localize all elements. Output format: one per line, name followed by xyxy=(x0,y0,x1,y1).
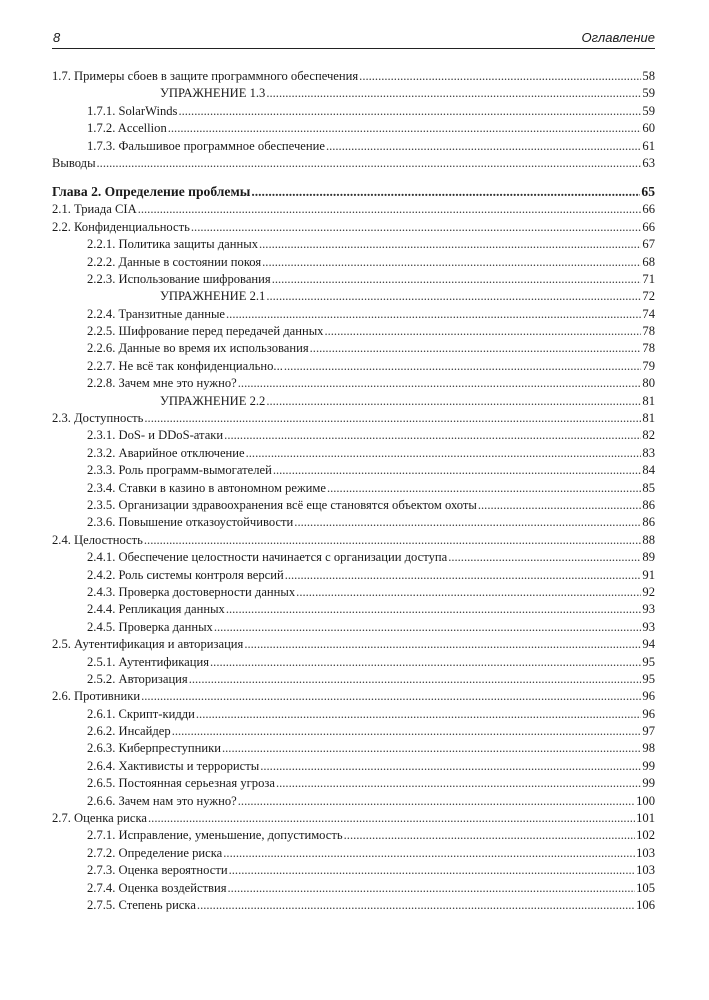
toc-entry-label: 2.6.2. Инсайдер xyxy=(87,724,171,739)
toc-entry-page: 103 xyxy=(636,863,655,878)
toc-entry-page: 100 xyxy=(636,793,655,808)
toc-entry-page: 61 xyxy=(642,138,655,153)
toc-entry-label: 2.3. Доступность xyxy=(52,411,144,426)
toc-leader-dots xyxy=(238,375,642,392)
toc-entry-label: 2.7.2. Определение риска xyxy=(87,845,223,860)
toc-entry-page: 67 xyxy=(642,237,655,252)
toc-entry-page: 96 xyxy=(642,689,655,704)
toc-entry-page: 81 xyxy=(642,393,655,408)
toc-entry-page: 80 xyxy=(642,376,655,391)
toc-entry-label: 2.4. Целостность xyxy=(52,532,143,547)
toc-entry[interactable] xyxy=(52,103,655,120)
toc-entry-label: 2.3.1. DoS- и DDoS-атаки xyxy=(87,428,224,443)
toc-leader-dots xyxy=(310,340,642,357)
toc-entry[interactable] xyxy=(52,306,655,323)
toc-entry-label: 1.7. Примеры сбоев в защите программного обеспечения xyxy=(52,69,359,83)
toc-leader-dots xyxy=(178,103,641,120)
toc-entry[interactable] xyxy=(52,514,655,531)
toc-entry[interactable] xyxy=(52,567,655,584)
toc-entry[interactable] xyxy=(52,480,655,497)
table-of-contents xyxy=(52,68,655,914)
toc-leader-dots xyxy=(189,671,642,688)
toc-entry-page: 101 xyxy=(636,811,655,826)
toc-entry-label: 2.2.6. Данные во время их использования xyxy=(87,341,309,356)
toc-entry[interactable] xyxy=(52,138,655,155)
toc-entry[interactable] xyxy=(52,880,655,897)
toc-entry[interactable] xyxy=(52,462,655,479)
toc-entry[interactable] xyxy=(52,445,655,462)
toc-entry[interactable] xyxy=(52,155,655,172)
page-number: 8 xyxy=(53,30,61,45)
toc-entry-label: 2.2.8. Зачем мне это нужно? xyxy=(87,376,237,391)
toc-leader-dots xyxy=(284,358,642,375)
toc-entry-page: 79 xyxy=(642,358,655,373)
toc-entry-label: 2.7.3. Оценка вероятности xyxy=(87,863,228,878)
toc-leader-dots xyxy=(272,271,642,288)
toc-entry[interactable] xyxy=(52,706,655,723)
toc-entry-page: 91 xyxy=(642,567,655,582)
toc-entry[interactable] xyxy=(52,897,655,914)
toc-entry-label: 2.6. Противники xyxy=(52,689,141,704)
toc-entry-label: 2.5. Аутентификация и авторизация xyxy=(52,637,244,652)
toc-entry-page: 94 xyxy=(642,637,655,652)
toc-entry-label: 2.3.3. Роль программ-вымогателей xyxy=(87,463,272,478)
toc-leader-dots xyxy=(223,845,635,862)
toc-entry[interactable] xyxy=(52,845,655,862)
toc-entry-label: 2.2. Конфиденциальность xyxy=(52,219,190,234)
toc-entry[interactable] xyxy=(52,758,655,775)
toc-entry-label: 2.6.4. Хактивисты и террористы xyxy=(87,758,260,773)
toc-entry[interactable] xyxy=(52,549,655,566)
toc-entry-label: 2.7.5. Степень риска xyxy=(87,897,196,912)
toc-entry[interactable] xyxy=(52,323,655,340)
toc-entry[interactable] xyxy=(52,497,655,514)
toc-entry-page: 81 xyxy=(642,411,655,426)
toc-leader-dots xyxy=(196,706,642,723)
toc-entry-label: 1.7.3. Фальшивое программное обеспечение xyxy=(87,138,325,153)
toc-leader-dots xyxy=(224,427,641,444)
toc-entry-page: 95 xyxy=(642,671,655,686)
toc-leader-dots xyxy=(244,636,641,653)
toc-entry-label: 2.3.6. Повышение отказоустойчивости xyxy=(87,515,294,530)
toc-leader-dots xyxy=(276,775,641,792)
toc-entry-page: 59 xyxy=(642,103,655,118)
toc-entry[interactable] xyxy=(52,254,655,271)
toc-entry-page: 92 xyxy=(642,584,655,599)
toc-entry-label: Выводы xyxy=(52,155,96,170)
toc-leader-dots xyxy=(210,654,641,671)
toc-leader-dots xyxy=(294,514,641,531)
toc-entry-label: 1.7.2. Accellion xyxy=(87,121,167,136)
toc-entry-page: 59 xyxy=(642,86,655,101)
toc-entry[interactable] xyxy=(52,375,655,392)
toc-entry[interactable] xyxy=(52,688,655,705)
toc-entry-page: 78 xyxy=(642,341,655,356)
toc-entry-label: 2.2.1. Политика защиты данных xyxy=(87,237,258,252)
toc-entry[interactable] xyxy=(52,68,655,85)
toc-entry[interactable] xyxy=(52,236,655,253)
toc-leader-dots xyxy=(259,236,641,253)
toc-entry-page: 58 xyxy=(642,69,655,83)
toc-leader-dots xyxy=(144,532,642,549)
toc-leader-dots xyxy=(168,120,642,137)
toc-entry-label: 2.2.7. Не всё так конфиденциально... xyxy=(87,358,283,373)
toc-entry-page: 82 xyxy=(642,428,655,443)
toc-entry[interactable] xyxy=(52,120,655,137)
toc-entry-page: 89 xyxy=(642,550,655,565)
toc-entry-page: 105 xyxy=(636,880,655,895)
toc-leader-dots xyxy=(229,862,635,879)
toc-entry-label: 2.4.2. Роль системы контроля версий xyxy=(87,567,284,582)
toc-entry-label: 2.2.2. Данные в состоянии покоя xyxy=(87,254,262,269)
toc-exercise-entry[interactable] xyxy=(52,288,655,305)
toc-entry-page: 88 xyxy=(642,532,655,547)
toc-leader-dots xyxy=(246,445,642,462)
toc-entry-page: 95 xyxy=(642,654,655,669)
header-title: Оглавление xyxy=(581,30,655,45)
toc-leader-dots xyxy=(260,758,641,775)
toc-entry[interactable] xyxy=(52,340,655,357)
toc-entry[interactable] xyxy=(52,532,655,549)
toc-entry-label: 2.5.2. Авторизация xyxy=(87,671,188,686)
toc-entry-page: 68 xyxy=(642,254,655,269)
toc-entry-label: 2.4.1. Обеспечение целостности начинается с организации доступа xyxy=(87,550,448,565)
toc-entry-page: 93 xyxy=(642,619,655,634)
toc-entry-label: 1.7.1. SolarWinds xyxy=(87,103,178,118)
toc-leader-dots xyxy=(266,393,641,410)
toc-entry-page: 93 xyxy=(642,602,655,617)
toc-entry[interactable] xyxy=(52,862,655,879)
toc-entry-page: 71 xyxy=(642,271,655,286)
toc-entry-page: 83 xyxy=(642,445,655,460)
toc-leader-dots xyxy=(141,688,641,705)
toc-exercise-entry[interactable] xyxy=(52,393,655,410)
toc-entry[interactable] xyxy=(52,810,655,827)
toc-entry-page: 86 xyxy=(642,515,655,530)
toc-entry-label: 2.3.2. Аварийное отключение xyxy=(87,445,245,460)
running-header xyxy=(52,28,655,49)
toc-leader-dots xyxy=(222,740,641,757)
toc-entry-label: 2.6.5. Постоянная серьезная угроза xyxy=(87,776,275,791)
toc-entry-label: УПРАЖНЕНИЕ 2.2 xyxy=(160,393,266,408)
toc-leader-dots xyxy=(266,85,641,102)
toc-leader-dots xyxy=(344,827,635,844)
toc-entry-page: 66 xyxy=(642,219,655,234)
toc-entry-page: 84 xyxy=(642,463,655,478)
toc-entry-page: 63 xyxy=(642,155,655,170)
toc-entry-label: 2.3.4. Ставки в казино в автономном режиме xyxy=(87,480,326,495)
toc-entry-label: 2.2.3. Использование шифрования xyxy=(87,271,271,286)
toc-leader-dots xyxy=(226,601,642,618)
toc-entry[interactable] xyxy=(52,827,655,844)
toc-entry[interactable] xyxy=(52,201,655,218)
toc-leader-dots xyxy=(324,323,641,340)
toc-entry-page: 74 xyxy=(642,306,655,321)
toc-entry[interactable] xyxy=(52,271,655,288)
toc-leader-dots xyxy=(478,497,642,514)
toc-leader-dots xyxy=(228,880,636,897)
toc-entry-page: 102 xyxy=(636,828,655,843)
toc-entry-label: 2.4.5. Проверка данных xyxy=(87,619,213,634)
toc-entry[interactable] xyxy=(52,636,655,653)
toc-entry-label: 2.1. Триада CIA xyxy=(52,202,137,217)
toc-entry-label: 2.7. Оценка риска xyxy=(52,811,148,826)
toc-leader-dots xyxy=(226,306,641,323)
toc-entry-page: 86 xyxy=(642,497,655,512)
toc-leader-dots xyxy=(326,138,641,155)
toc-entry[interactable] xyxy=(52,619,655,636)
toc-entry[interactable] xyxy=(52,427,655,444)
toc-entry[interactable] xyxy=(52,601,655,618)
toc-entry[interactable] xyxy=(52,654,655,671)
toc-entry-label: 2.3.5. Организации здравоохранения всё еще становятся объектом охоты xyxy=(87,497,477,512)
toc-entry-label: 2.6.3. Киберпреступники xyxy=(87,741,221,756)
toc-entry-label: УПРАЖНЕНИЕ 2.1 xyxy=(160,289,266,304)
toc-entry-label: 2.5.1. Аутентификация xyxy=(87,654,210,669)
toc-entry-page: 65 xyxy=(641,184,655,200)
toc-entry[interactable] xyxy=(52,584,655,601)
toc-entry-page: 97 xyxy=(642,724,655,739)
toc-entry-page: 99 xyxy=(642,776,655,791)
toc-entry[interactable] xyxy=(52,358,655,375)
toc-entry-label: 2.4.3. Проверка достоверности данных xyxy=(87,584,296,599)
toc-leader-dots xyxy=(144,410,641,427)
toc-entry-label: 2.2.5. Шифрование перед передачей данных xyxy=(87,324,324,339)
toc-leader-dots xyxy=(359,68,641,85)
toc-entry[interactable] xyxy=(52,671,655,688)
toc-leader-dots xyxy=(172,723,642,740)
toc-leader-dots xyxy=(148,810,635,827)
toc-entry-label: 2.7.1. Исправление, уменьшение, допустимость xyxy=(87,828,343,843)
toc-entry[interactable] xyxy=(52,775,655,792)
toc-entry-label: 2.6.6. Зачем нам это нужно? xyxy=(87,793,237,808)
toc-entry-page: 106 xyxy=(636,897,655,912)
toc-entry-label: Глава 2. Определение проблемы xyxy=(52,184,251,200)
toc-exercise-entry[interactable] xyxy=(52,85,655,102)
toc-leader-dots xyxy=(214,619,642,636)
toc-leader-dots xyxy=(262,254,641,271)
toc-entry-label: УПРАЖНЕНИЕ 1.3 xyxy=(160,86,266,101)
toc-leader-dots xyxy=(238,793,635,810)
toc-entry-page: 103 xyxy=(636,845,655,860)
toc-leader-dots xyxy=(285,567,642,584)
toc-entry-page: 66 xyxy=(642,202,655,217)
toc-leader-dots xyxy=(273,462,642,479)
toc-leader-dots xyxy=(296,584,641,601)
toc-entry-page: 96 xyxy=(642,706,655,721)
toc-entry[interactable] xyxy=(52,723,655,740)
toc-entry-label: 2.2.4. Транзитные данные xyxy=(87,306,226,321)
toc-leader-dots xyxy=(266,288,641,305)
toc-leader-dots xyxy=(191,219,642,236)
toc-entry-label: 2.6.1. Скрипт-кидди xyxy=(87,706,195,721)
toc-entry-page: 72 xyxy=(642,289,655,304)
toc-leader-dots xyxy=(197,897,635,914)
toc-leader-dots xyxy=(138,201,642,218)
toc-leader-dots xyxy=(448,549,641,566)
toc-entry-page: 85 xyxy=(642,480,655,495)
toc-entry-page: 78 xyxy=(642,324,655,339)
toc-chapter-entry[interactable] xyxy=(52,182,655,201)
toc-entry-page: 60 xyxy=(642,121,655,136)
toc-leader-dots xyxy=(327,480,641,497)
toc-entry[interactable] xyxy=(52,740,655,757)
toc-entry-label: 2.7.4. Оценка воздействия xyxy=(87,880,227,895)
toc-leader-dots xyxy=(97,155,642,172)
toc-entry-page: 99 xyxy=(642,758,655,773)
toc-entry[interactable] xyxy=(52,793,655,810)
toc-entry-page: 98 xyxy=(642,741,655,756)
toc-leader-dots xyxy=(251,182,640,201)
toc-entry-label: 2.4.4. Репликация данных xyxy=(87,602,225,617)
toc-entry[interactable] xyxy=(52,410,655,427)
toc-entry[interactable] xyxy=(52,219,655,236)
